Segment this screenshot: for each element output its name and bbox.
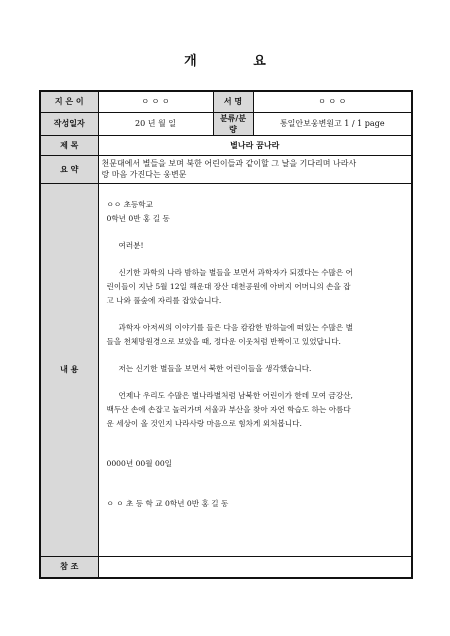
paragraph-line: 린이들이 지난 5월 12일 해운대 장산 대천공원에 아버지 어머니의 손을 잡 bbox=[106, 281, 351, 291]
student-name: 0학년 0반 홍 길 동 bbox=[106, 213, 170, 223]
content-label: 내 용 bbox=[40, 183, 98, 556]
summary-line: 랑 마음 가진다는 웅변문 bbox=[101, 170, 187, 179]
date-label: 작성일자 bbox=[40, 112, 98, 135]
paragraph-line: 들을 천체망원경으로 보았을 때, 정다운 이웃처럼 반짝이고 있었답니다. bbox=[106, 336, 341, 346]
date-value: 20 년 월 일 bbox=[98, 112, 213, 135]
sign-label: 서 명 bbox=[213, 91, 253, 112]
paragraph-line: 고 나와 풀숲에 자리를 잡았습니다. bbox=[106, 295, 222, 305]
overview-form bbox=[39, 90, 413, 579]
category-value: 통일안보웅변원고 1 / 1 page bbox=[253, 112, 412, 135]
speech-date: 0000년 00월 00일 bbox=[106, 458, 172, 468]
subject-value: 별나라 꿈나라 bbox=[98, 135, 412, 155]
reference-label: 참 조 bbox=[40, 556, 98, 578]
paragraph-line: 저는 신기한 별들을 보면서 북한 어린이들을 생각했습니다. bbox=[118, 363, 312, 373]
summary-value bbox=[98, 155, 412, 183]
category-label: 분류/분량 bbox=[213, 112, 253, 135]
paragraph-line: 백두산 손에 손잡고 놀러가며 서울과 부산을 찾아 자연 학습도 하는 아름다 bbox=[106, 404, 351, 414]
paragraph-line: 신기한 과학의 나라 밤하늘 별들을 보면서 과학자가 되겠다는 수많은 어 bbox=[118, 267, 353, 277]
author-label: 지 은 이 bbox=[40, 91, 98, 112]
greeting: 여러분! bbox=[118, 240, 144, 250]
paragraph-line: 운 세상이 올 것인지 나라사랑 마음으로 힘차게 외쳐봅니다. bbox=[106, 418, 302, 428]
summary-line: 천문대에서 별들을 보며 북한 어린이들과 같이할 그 날을 기다리며 나라사 bbox=[101, 159, 357, 168]
sign-value: ㅇ ㅇ ㅇ bbox=[253, 91, 412, 112]
signature-line: ㅇ ㅇ 초 등 학 교 0학년 0반 홍 길 동 bbox=[106, 498, 229, 508]
paragraph-line: 언제나 우리도 수많은 별나라별처럼 남북한 어린이가 한데 모여 금강산, bbox=[118, 390, 353, 400]
author-value: ㅇ ㅇ ㅇ bbox=[98, 91, 213, 112]
page-title: 개 요 bbox=[184, 54, 292, 69]
school-name: ㅇㅇ 초등학교 bbox=[106, 199, 153, 209]
reference-value bbox=[98, 556, 412, 578]
subject-label: 제 목 bbox=[40, 135, 98, 155]
summary-label: 요 약 bbox=[40, 155, 98, 183]
paragraph-line: 과학자 아저씨의 이야기를 들은 다음 캄캄한 밤하늘에 떠있는 수많은 별 bbox=[118, 322, 353, 332]
content-body bbox=[98, 183, 412, 556]
